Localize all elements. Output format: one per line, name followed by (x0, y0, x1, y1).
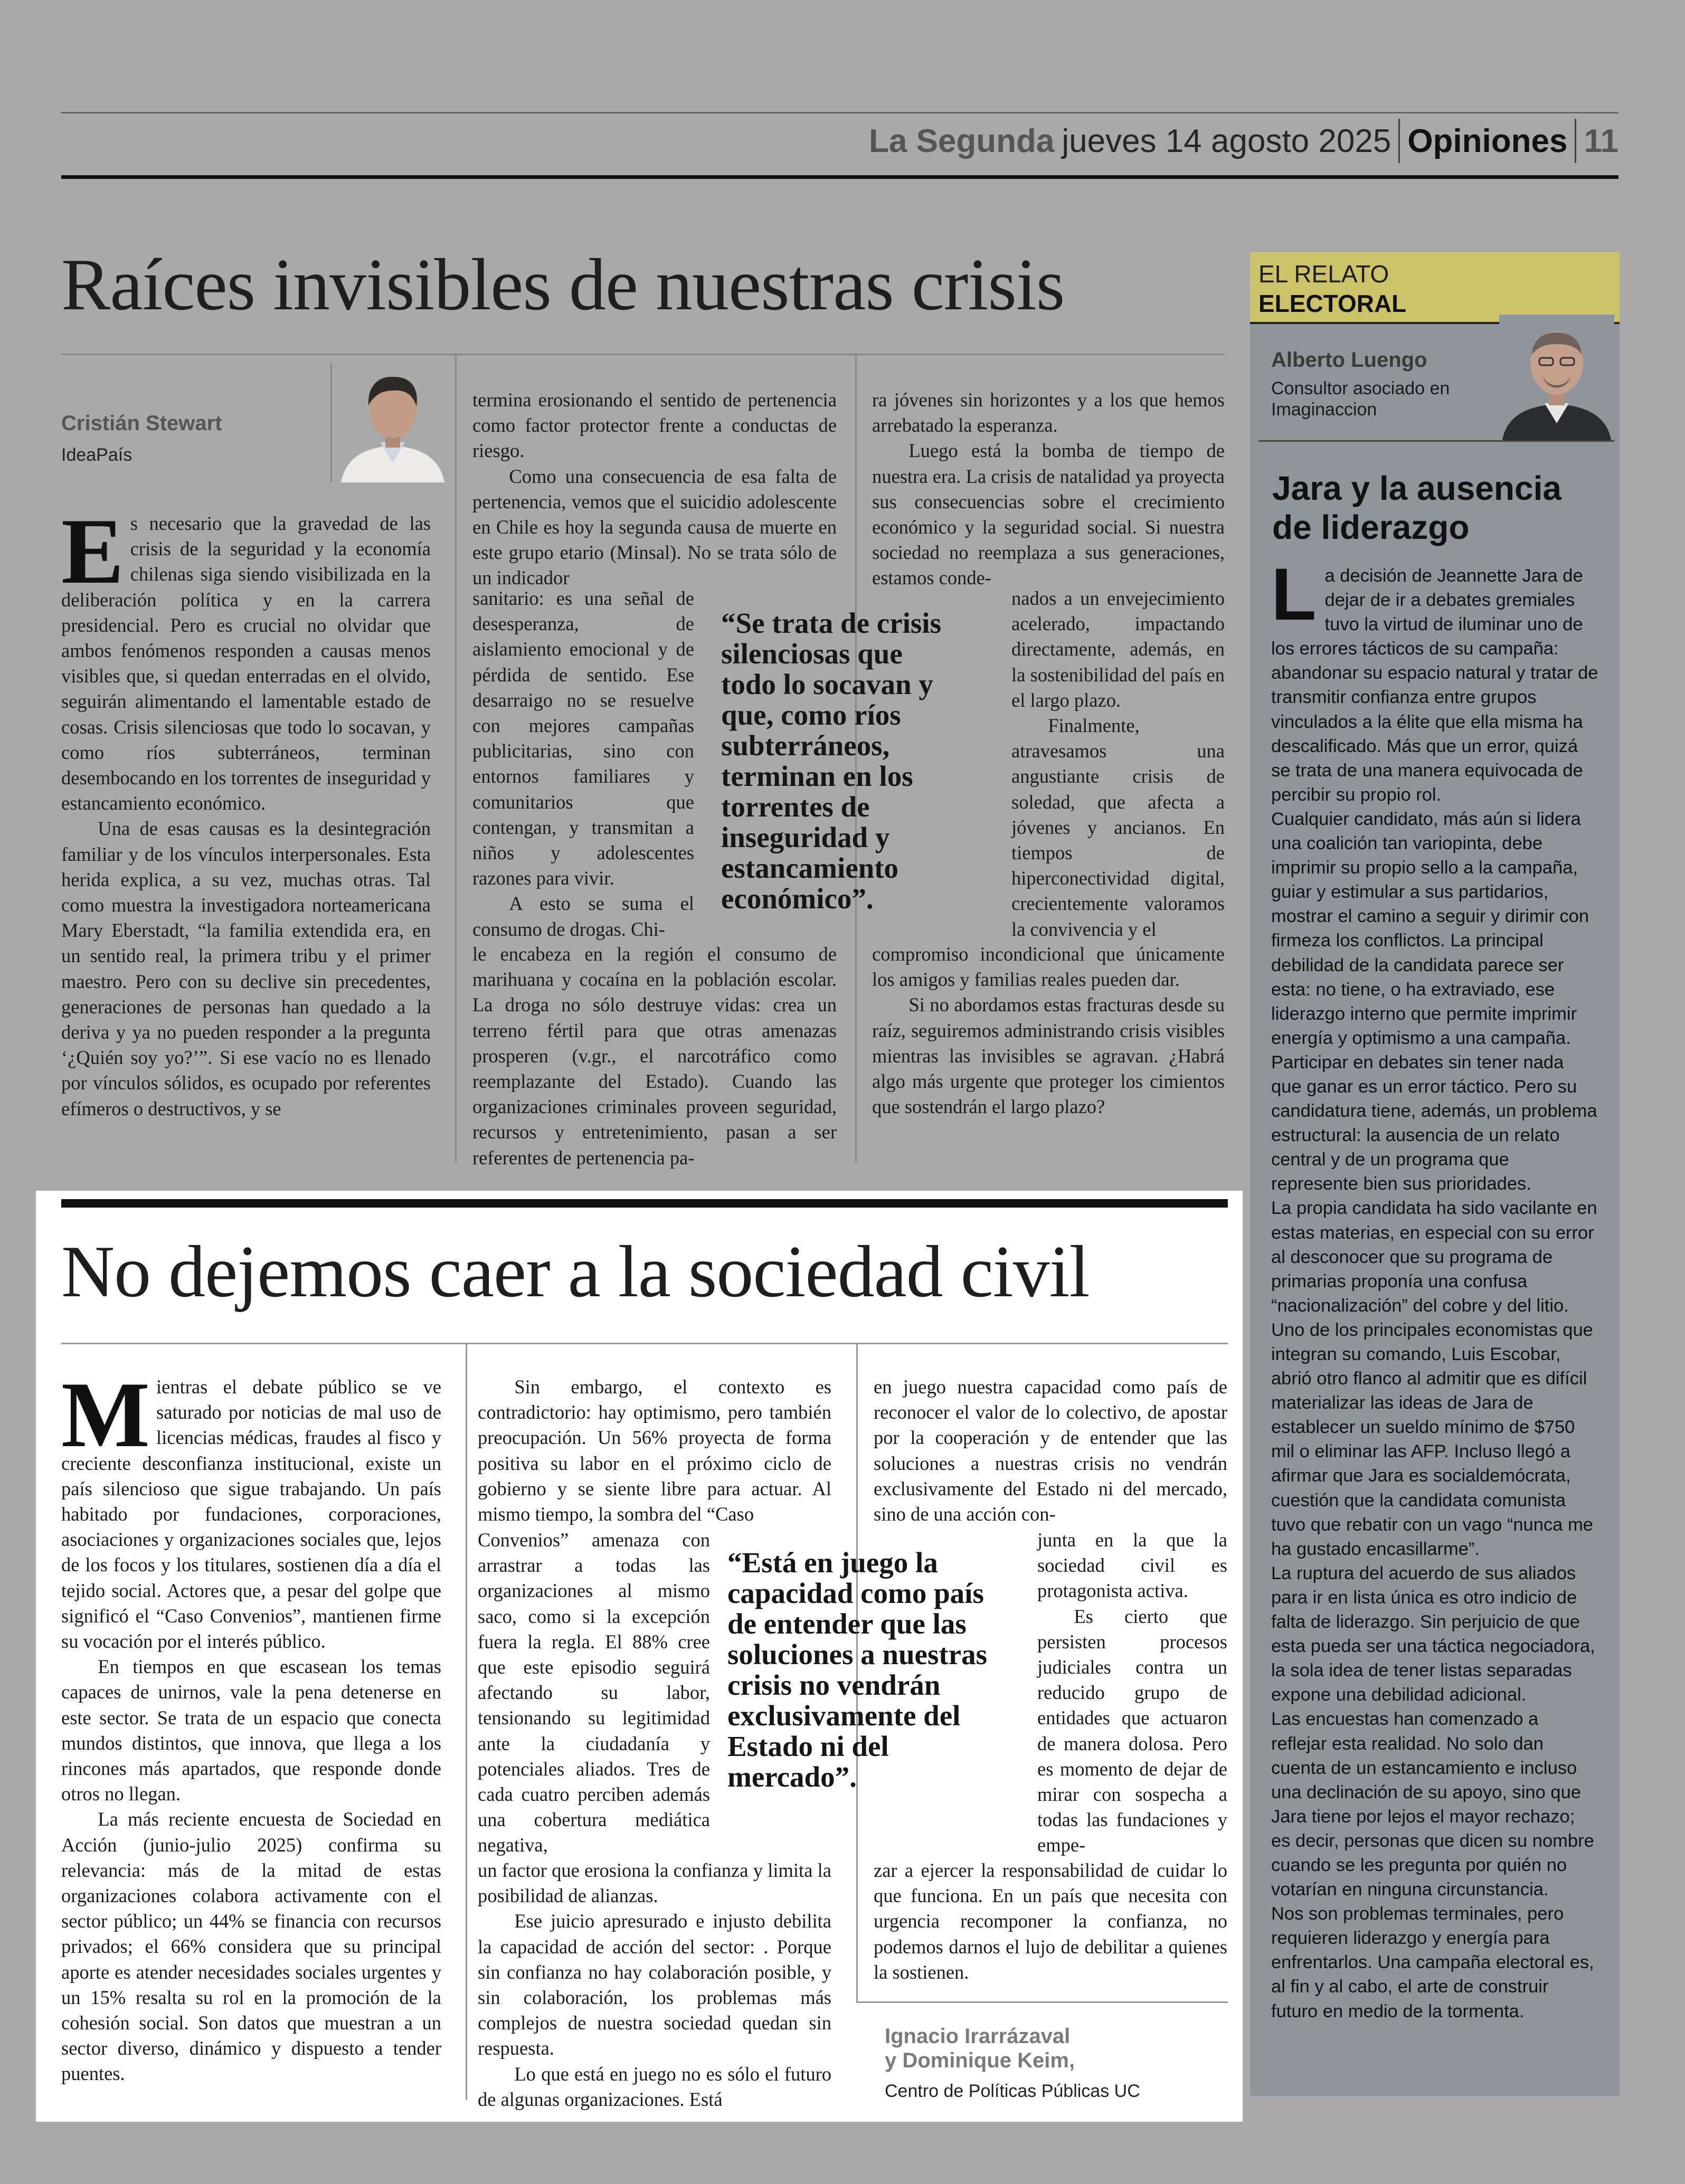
publication-name: La Segunda (868, 122, 1055, 159)
page-header (869, 117, 1618, 165)
article2-signature (885, 2024, 1223, 2102)
article2-paragraph: En tiempos en que escasean los temas capaces de unirnos, vale la pena detenerse en este sector. Se trata de un espacio que conecta mundos distintos, que innova, que llega a los rincones más apartados, que responde donde otros no llegan. (61, 1656, 441, 1805)
article1-column-3-narrow (1011, 586, 1225, 942)
sidebar-author-role: Consultor asociado en Imaginaccion (1271, 378, 1450, 420)
article2-title: No dejemos caer a la sociedad civil (61, 1231, 1090, 1313)
article1-column-2-bottom (472, 942, 837, 1171)
article1-author: Cristián Stewart (61, 412, 222, 435)
article1-byline (61, 412, 241, 466)
article2-paragraph: Es cierto que persisten procesos judiciales contra un reducido grupo de entidades que actuaron de manera dolosa. Pero es momento de dejar de mirar con sospecha a todas las fundaciones y empe- (1037, 1605, 1227, 1856)
sidebar-body (1271, 553, 1598, 2024)
column-divider (455, 355, 457, 1163)
article1-paragraph: Como una consecuencia de esa falta de pertenencia, vemos que el suicidio adolescente en Chile es hoy la segunda causa de muerte en este grupo etario (Minsal). No se trata sólo de un indicador (472, 465, 837, 589)
article2-pull-quote: “Está en juego la capacidad como país de entender que las soluciones a nuestras crisis no vendrán exclusivamente del Estado ni del mercado”. (727, 1546, 987, 1793)
sidebar-paragraph: La ruptura del acuerdo de sus aliados para ir en lista única es otro indicio de falta de liderazgo. Sin perjuicio de que esta pueda ser una táctica negociadora, la sola idea de tener listas separadas expone una debilidad adicional. (1271, 1563, 1595, 1705)
article2-column-2-bottom (478, 1858, 831, 2112)
article2-top-rule (61, 1199, 1228, 1208)
article1-rule (61, 354, 1225, 355)
header-rule (61, 175, 1618, 179)
article2-paragraph: Convenios” amenaza con arrastrar a todas las organizaciones al mismo saco, como si la excepción fuera la regla. El 88% cree que este episodio seguirá afectando su labor, tensionando su legitimidad ante la ciudadanía y potenciales aliados. Tres de cada cuatro perciben además una cobertura mediática negativa, (478, 1529, 710, 1856)
article2-paragraph: junta en la que la sociedad civil es protagonista activa. (1037, 1529, 1227, 1602)
article2-column-3-narrow (1037, 1527, 1227, 1858)
article1-paragraph: Una de esas causas es la desintegración familiar y de los vínculos interpersonales. Esta herida explica, a su vez, muchas otras. Tal como muestra la investigadora norteamericana Mary Eberstadt, “la familia extendida era, en un sentido real, la primera tribu y el primer maestro. Pero con su declive sin precedentes, generaciones de personas han quedado a la deriva y ya no pueden responder a la pregunta ‘¿Quién soy yo?’”. Si ese vacío no es llenado por vínculos sólidos, es ocupado por referentes efímeros o destructivos, y se (61, 818, 431, 1119)
article1-paragraph: Luego está la bomba de tiempo de nuestra era. La crisis de natalidad ya proyecta sus consecuencias sobre el crecimiento económico y la seguridad social. Si nuestra sociedad no reemplaza a sus generaciones, estamos conde- (872, 440, 1225, 589)
sidebar-section-label-bold: ELECTORAL (1258, 290, 1407, 317)
article1-paragraph: termina erosionando el sentido de pertenencia como factor protector frente a conductas de riesgo. (472, 389, 837, 462)
article1-paragraph: Es necesario que la gravedad de las crisis de la seguridad y la economía chilenas siga siendo visibilizada en la deliberación política y en la carrera presidencial. Pero es crucial no olvidar que ambos fenómenos responden a causas menos visibles que, si quedan enterradas en el olvido, seguirán alimentando el lamentable estado de cosas. Crisis silenciosas que todo lo socavan, y como ríos subterráneos, terminan desembocando en los torrentes de inseguridad y estancamiento económico. (61, 499, 431, 814)
article1-paragraph: nados a un envejecimiento acelerado, impactando directamente, además, en la sostenibilidad del país en el largo plazo. (1011, 587, 1225, 711)
article1-paragraph: A esto se suma el consumo de drogas. Chi- (472, 892, 694, 940)
article1-column-2-narrow (472, 586, 694, 942)
article1-title: Raíces invisibles de nuestras crisis (61, 244, 1065, 326)
article2-column-3-bottom (874, 1858, 1227, 1985)
article2-paragraph: Ese juicio apresurado e injusto debilita la capacidad de acción del sector: . Porque sin confianza no hay colaboración posible, y sin colaboración, los problemas más complejos de nuestra sociedad quedan sin respuesta. (478, 1910, 831, 2059)
author-portrait-photo (330, 363, 455, 482)
sidebar-paragraph: Cualquier candidato, más aún si lidera una coalición tan variopinta, debe imprimir su propio sello a la campaña, guiar y estimular a sus partidarios, mostrar el camino a seguir y dirimir con firmeza los conflictos. La principal debilidad de la candidata parece ser esta: no tiene, o ha extraviado, ese liderazgo interno que permite imprimir energía y optimismo a una campaña. Participar en debates sin tener nada que ganar es un error táctico. Pero su candidatura tiene, además, un problema estructural: la ausencia de un relato central y de un programa que represente bien sus prioridades. (1271, 809, 1597, 1194)
sidebar-section-label: EL RELATO (1258, 260, 1389, 288)
article2-paragraph: un factor que erosiona la confianza y limita la posibilidad de alianzas. (478, 1859, 831, 1907)
article1-paragraph: ra jóvenes sin horizontes y a los que hemos arrebatado la esperanza. (872, 389, 1225, 436)
sidebar-author: Alberto Luengo (1271, 348, 1427, 372)
signature-rule (856, 2001, 1228, 2003)
article1-paragraph: compromiso incondicional que únicamente los amigos y familias reales pueden dar. (872, 943, 1225, 991)
article2-rule (61, 1343, 1228, 1344)
article2-column-2-narrow (478, 1527, 710, 1858)
sidebar-paragraph: Las encuestas han comenzado a reflejar esta realidad. No solo dan cuenta de un estancamiento e incluso una declinación de su apoyo, sino que Jara tiene por lejos el mayor rechazo; es decir, personas que dicen su nombre cuando se les pregunta por quién no votarían en ninguna circunstancia. (1271, 1709, 1594, 1900)
article1-column-3-bottom (872, 942, 1225, 1119)
sidebar-paragraph: La decisión de Jeannette Jara de dejar de ir a debates gremiales tuvo la virtud de iluminar uno de los errores tácticos de su campaña: abandonar su espacio natural y tratar de transmitir confianza entre grupos vinculados a la élite que ella misma ha descalificado. Más que un error, quizá se trata de una manera equivocada de percibir su propio rol. (1271, 553, 1598, 805)
sidebar-paragraph: La propia candidata ha sido vacilante en estas materias, en especial con su error al desconocer que su programa de primarias proponía una confusa “nacionalización” del cobre y del litio. Uno de los principales economistas que integran su comando, Luis Escobar, abrió otro flanco al admitir que es difícil materializar las ideas de Jara de establecer un sueldo mínimo de $750 mil o eliminar las AFP. Incluso llegó a afirmar que Jara es socialdemócrata, cuestión que la candidata comunista tuvo que rebatir con un vago “nunca me ha gustado encasillarme”. (1271, 1198, 1597, 1559)
sidebar-paragraph: Nos son problemas terminales, pero requieren liderazgo y energía para enfrentarlos. Una campaña electoral es, al fin y al cabo, el arte de construir futuro en medio de la tormenta. (1271, 1904, 1594, 2021)
article2-column-1 (61, 1362, 441, 2087)
article1-column-3 (872, 387, 1225, 591)
article2-paragraph: Mientras el debate público se ve saturado por noticias de mal uso de licencias médicas, fraudes al fisco y creciente desconfianza institucional, existe un país silencioso que sigue trabajando. Un país habitado por fundaciones, corporaciones, asociaciones y organizaciones sociales que, lejos de los focos y los titulares, sostienen día a día el tejido social. Actores que, a pesar del golpe que significó el “Caso Convenios”, mantienen firme su vocación por el interés público. (61, 1362, 441, 1653)
section-name: Opiniones (1407, 122, 1568, 159)
sidebar-title: Jara y la ausencia de liderazgo (1272, 469, 1561, 546)
header-divider (1398, 119, 1400, 163)
top-rule (61, 112, 1618, 113)
sidebar-portrait-rule (1258, 440, 1614, 442)
drop-cap: M (61, 1362, 150, 1467)
article1-organization: IdeaPaís (61, 445, 132, 465)
drop-cap: L (1271, 553, 1317, 635)
article1-pull-quote: “Se trata de crisis silenciosas que todo lo socavan y que, como ríos subterráneos, terminan en los torrentes de inseguridad y estancamiento económico”. (721, 607, 941, 915)
article2-paragraph: Lo que está en juego no es sólo el futuro de algunas organizaciones. Está (478, 2063, 831, 2110)
drop-cap: E (61, 499, 124, 603)
column-divider (466, 1344, 467, 2100)
article1-paragraph: Si no abordamos estas fracturas desde su raíz, seguiremos administrando crisis visibles mientras las invisibles se agravan. ¿Habrá algo más urgente que proteger los cimientos que sostendrán el largo plazo? (872, 994, 1225, 1118)
article2-paragraph: Sin embargo, el contexto es contradictorio: hay optimismo, pero también preocupación. Un 56% proyecta de forma positiva su labor en el próximo ciclo de gobierno y se siente libre para actuar. Al mismo tiempo, la sombra del “Caso (478, 1376, 831, 1525)
article2-column-3 (874, 1374, 1227, 1527)
article2-authors (885, 2024, 1223, 2073)
publication-date: jueves 14 agosto 2025 (1062, 122, 1391, 159)
header-divider (1575, 119, 1576, 163)
article1-column-1 (61, 499, 431, 1122)
article1-column-2 (472, 387, 837, 591)
article2-column-2 (478, 1374, 831, 1527)
article2-organization: Centro de Políticas Públicas UC (885, 2081, 1140, 2101)
article2-paragraph: zar a ejercer la responsabilidad de cuidar lo que funciona. En un país que necesita con urgencia recomponer la confianza, no podemos darnos el lujo de debilitar a quienes la sostienen. (874, 1859, 1227, 1983)
author-name: y Dominique Keim, (885, 2049, 1075, 2072)
article1-paragraph: Finalmente, atravesamos una angustiante crisis de soledad, que afecta a jóvenes y ancianos. En tiempos de hiperconectividad digital, crecientemente valoramos la convivencia y el (1011, 715, 1225, 940)
article1-paragraph: sanitario: es una señal de desesperanza, de aislamiento emocional y de pérdida de sentido. Ese desarraigo no se resuelve con mejores campañas publicitarias, sino con entornos familiares y comunitarios que contengan, y transmitan a niños y adolescentes razones para vivir. (472, 587, 694, 889)
sidebar-author-portrait-photo (1499, 315, 1614, 440)
article2-paragraph: en juego nuestra capacidad como país de reconocer el valor de lo colectivo, de apostar por la cooperación y de entender que las soluciones a nuestras crisis no vendrán exclusivamente del Estado ni del mercado, sino de una acción con- (874, 1376, 1227, 1525)
article1-paragraph: le encabeza en la región el consumo de marihuana y cocaína en la población escolar. La droga no sólo destruye vidas: crea un terreno fértil para que otras amenazas prosperen (v.gr., el narcotráfico como reemplazante del Estado). Cuando las organizaciones criminales proveen seguridad, recursos y entretenimiento, pasan a ser referentes de pertenencia pa- (472, 943, 837, 1169)
author-name: Ignacio Irarrázaval (885, 2025, 1071, 2048)
page-number: 11 (1584, 122, 1618, 159)
article2-paragraph: La más reciente encuesta de Sociedad en Acción (junio-julio 2025) confirma su relevancia: más de la mitad de estas organizaciones colabora activamente con el sector público; un 44% se financia con recursos privados; el 66% considera que su principal aporte es atender necesidades sociales urgentes y un 15% resalta su rol en la promoción de la cohesión social. Son datos que muestran a un sector diverso, dinámico y dispuesto a tender puentes. (61, 1808, 441, 2085)
